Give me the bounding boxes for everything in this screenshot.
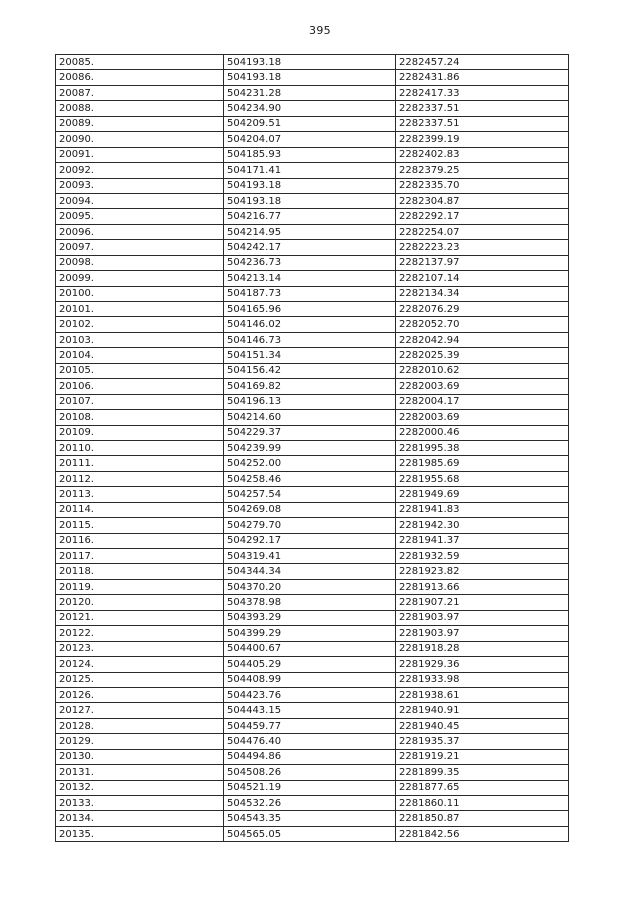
y-coordinate-cell: 2281949.69 [396,487,569,502]
table-row [56,394,569,409]
point-id-cell: 20123. [56,641,224,656]
point-id-cell: 20119. [56,579,224,594]
table-row [56,533,569,548]
point-id-cell: 20089. [56,116,224,131]
table-row [56,224,569,239]
table-row [56,549,569,564]
point-id-cell: 20112. [56,471,224,486]
x-coordinate-cell: 504393.29 [224,610,396,625]
table-row [56,626,569,641]
table-row [56,85,569,100]
point-id-cell: 20114. [56,502,224,517]
x-coordinate-cell: 504459.77 [224,718,396,733]
y-coordinate-cell: 2282003.69 [396,379,569,394]
x-coordinate-cell: 504216.77 [224,209,396,224]
y-coordinate-cell: 2282003.69 [396,410,569,425]
x-coordinate-cell: 504279.70 [224,518,396,533]
x-coordinate-cell: 504344.34 [224,564,396,579]
table-row [56,271,569,286]
x-coordinate-cell: 504242.17 [224,240,396,255]
point-id-cell: 20085. [56,55,224,70]
table-row [56,348,569,363]
point-id-cell: 20117. [56,549,224,564]
y-coordinate-cell: 2282010.62 [396,363,569,378]
y-coordinate-cell: 2281940.45 [396,718,569,733]
y-coordinate-cell: 2281938.61 [396,687,569,702]
y-coordinate-cell: 2281932.59 [396,549,569,564]
y-coordinate-cell: 2281995.38 [396,440,569,455]
point-id-cell: 20128. [56,718,224,733]
x-coordinate-cell: 504193.18 [224,178,396,193]
point-id-cell: 20094. [56,193,224,208]
point-id-cell: 20100. [56,286,224,301]
y-coordinate-cell: 2282042.94 [396,332,569,347]
point-id-cell: 20134. [56,811,224,826]
table-row [56,302,569,317]
table-row [56,163,569,178]
table-row [56,657,569,672]
table-row [56,425,569,440]
x-coordinate-cell: 504239.99 [224,440,396,455]
x-coordinate-cell: 504169.82 [224,379,396,394]
point-id-cell: 20110. [56,440,224,455]
y-coordinate-cell: 2281955.68 [396,471,569,486]
y-coordinate-cell: 2282402.83 [396,147,569,162]
x-coordinate-cell: 504196.13 [224,394,396,409]
table-row [56,317,569,332]
table-row [56,70,569,85]
point-id-cell: 20127. [56,703,224,718]
point-id-cell: 20133. [56,796,224,811]
point-id-cell: 20122. [56,626,224,641]
point-id-cell: 20120. [56,595,224,610]
point-id-cell: 20132. [56,780,224,795]
x-coordinate-cell: 504204.07 [224,132,396,147]
point-id-cell: 20107. [56,394,224,409]
x-coordinate-cell: 504231.28 [224,85,396,100]
point-id-cell: 20093. [56,178,224,193]
table-row [56,116,569,131]
x-coordinate-cell: 504193.18 [224,55,396,70]
x-coordinate-cell: 504508.26 [224,765,396,780]
point-id-cell: 20092. [56,163,224,178]
x-coordinate-cell: 504165.96 [224,302,396,317]
point-id-cell: 20108. [56,410,224,425]
table-row [56,826,569,841]
point-id-cell: 20103. [56,332,224,347]
table-row [56,595,569,610]
point-id-cell: 20130. [56,749,224,764]
table-row [56,379,569,394]
x-coordinate-cell: 504443.15 [224,703,396,718]
x-coordinate-cell: 504193.18 [224,193,396,208]
y-coordinate-cell: 2281941.37 [396,533,569,548]
point-id-cell: 20116. [56,533,224,548]
y-coordinate-cell: 2281903.97 [396,610,569,625]
table-row [56,487,569,502]
y-coordinate-cell: 2282457.24 [396,55,569,70]
y-coordinate-cell: 2282337.51 [396,116,569,131]
point-id-cell: 20135. [56,826,224,841]
x-coordinate-cell: 504399.29 [224,626,396,641]
point-id-cell: 20101. [56,302,224,317]
x-coordinate-cell: 504423.76 [224,687,396,702]
point-id-cell: 20111. [56,456,224,471]
table-row [56,502,569,517]
table-row [56,178,569,193]
coordinates-table [55,54,569,842]
x-coordinate-cell: 504400.67 [224,641,396,656]
table-row [56,718,569,733]
y-coordinate-cell: 2282337.51 [396,101,569,116]
x-coordinate-cell: 504187.73 [224,286,396,301]
point-id-cell: 20095. [56,209,224,224]
point-id-cell: 20131. [56,765,224,780]
table-row [56,765,569,780]
x-coordinate-cell: 504252.00 [224,456,396,471]
table-row [56,672,569,687]
table-row [56,579,569,594]
x-coordinate-cell: 504185.93 [224,147,396,162]
y-coordinate-cell: 2281918.28 [396,641,569,656]
y-coordinate-cell: 2281913.66 [396,579,569,594]
y-coordinate-cell: 2281907.21 [396,595,569,610]
table-row [56,456,569,471]
y-coordinate-cell: 2282107.14 [396,271,569,286]
y-coordinate-cell: 2282335.70 [396,178,569,193]
y-coordinate-cell: 2281899.35 [396,765,569,780]
x-coordinate-cell: 504209.51 [224,116,396,131]
page-number: 395 [309,24,331,37]
point-id-cell: 20098. [56,255,224,270]
point-id-cell: 20106. [56,379,224,394]
x-coordinate-cell: 504543.35 [224,811,396,826]
y-coordinate-cell: 2281935.37 [396,734,569,749]
y-coordinate-cell: 2281941.83 [396,502,569,517]
y-coordinate-cell: 2282076.29 [396,302,569,317]
x-coordinate-cell: 504476.40 [224,734,396,749]
point-id-cell: 20118. [56,564,224,579]
x-coordinate-cell: 504146.73 [224,332,396,347]
x-coordinate-cell: 504236.73 [224,255,396,270]
table-row [56,749,569,764]
table-row [56,780,569,795]
y-coordinate-cell: 2281942.30 [396,518,569,533]
x-coordinate-cell: 504405.29 [224,657,396,672]
y-coordinate-cell: 2282417.33 [396,85,569,100]
y-coordinate-cell: 2281940.91 [396,703,569,718]
table-row [56,703,569,718]
table-row [56,610,569,625]
table-row [56,240,569,255]
x-coordinate-cell: 504319.41 [224,549,396,564]
x-coordinate-cell: 504229.37 [224,425,396,440]
x-coordinate-cell: 504565.05 [224,826,396,841]
y-coordinate-cell: 2282004.17 [396,394,569,409]
point-id-cell: 20099. [56,271,224,286]
y-coordinate-cell: 2281933.98 [396,672,569,687]
x-coordinate-cell: 504521.19 [224,780,396,795]
x-coordinate-cell: 504292.17 [224,533,396,548]
x-coordinate-cell: 504257.54 [224,487,396,502]
table-row [56,55,569,70]
y-coordinate-cell: 2282223.23 [396,240,569,255]
point-id-cell: 20109. [56,425,224,440]
x-coordinate-cell: 504234.90 [224,101,396,116]
y-coordinate-cell: 2282254.07 [396,224,569,239]
table-row [56,518,569,533]
y-coordinate-cell: 2281923.82 [396,564,569,579]
x-coordinate-cell: 504151.34 [224,348,396,363]
point-id-cell: 20086. [56,70,224,85]
table-row [56,147,569,162]
x-coordinate-cell: 504494.86 [224,749,396,764]
point-id-cell: 20126. [56,687,224,702]
table-row [56,209,569,224]
table-row [56,363,569,378]
table-row [56,641,569,656]
y-coordinate-cell: 2281850.87 [396,811,569,826]
table-row [56,193,569,208]
point-id-cell: 20096. [56,224,224,239]
y-coordinate-cell: 2281919.21 [396,749,569,764]
table-row [56,471,569,486]
y-coordinate-cell: 2281842.56 [396,826,569,841]
x-coordinate-cell: 504213.14 [224,271,396,286]
point-id-cell: 20105. [56,363,224,378]
point-id-cell: 20115. [56,518,224,533]
table-row [56,410,569,425]
y-coordinate-cell: 2281929.36 [396,657,569,672]
table-row [56,734,569,749]
point-id-cell: 20124. [56,657,224,672]
x-coordinate-cell: 504156.42 [224,363,396,378]
y-coordinate-cell: 2281903.97 [396,626,569,641]
point-id-cell: 20125. [56,672,224,687]
y-coordinate-cell: 2281877.65 [396,780,569,795]
point-id-cell: 20088. [56,101,224,116]
table-row [56,132,569,147]
table-row [56,255,569,270]
point-id-cell: 20121. [56,610,224,625]
x-coordinate-cell: 504146.02 [224,317,396,332]
point-id-cell: 20102. [56,317,224,332]
x-coordinate-cell: 504258.46 [224,471,396,486]
point-id-cell: 20090. [56,132,224,147]
x-coordinate-cell: 504269.08 [224,502,396,517]
y-coordinate-cell: 2282134.34 [396,286,569,301]
table-row [56,101,569,116]
table-row [56,440,569,455]
point-id-cell: 20113. [56,487,224,502]
y-coordinate-cell: 2282304.87 [396,193,569,208]
table-row [56,687,569,702]
y-coordinate-cell: 2282052.70 [396,317,569,332]
y-coordinate-cell: 2282431.86 [396,70,569,85]
y-coordinate-cell: 2281860.11 [396,796,569,811]
x-coordinate-cell: 504378.98 [224,595,396,610]
point-id-cell: 20129. [56,734,224,749]
point-id-cell: 20104. [56,348,224,363]
point-id-cell: 20097. [56,240,224,255]
point-id-cell: 20091. [56,147,224,162]
x-coordinate-cell: 504532.26 [224,796,396,811]
y-coordinate-cell: 2282137.97 [396,255,569,270]
y-coordinate-cell: 2282025.39 [396,348,569,363]
table-row [56,564,569,579]
table-row [56,796,569,811]
table-row [56,332,569,347]
y-coordinate-cell: 2282399.19 [396,132,569,147]
x-coordinate-cell: 504370.20 [224,579,396,594]
y-coordinate-cell: 2282000.46 [396,425,569,440]
table-row [56,811,569,826]
x-coordinate-cell: 504171.41 [224,163,396,178]
y-coordinate-cell: 2281985.69 [396,456,569,471]
x-coordinate-cell: 504408.99 [224,672,396,687]
x-coordinate-cell: 504214.95 [224,224,396,239]
table-row [56,286,569,301]
x-coordinate-cell: 504214.60 [224,410,396,425]
y-coordinate-cell: 2282379.25 [396,163,569,178]
point-id-cell: 20087. [56,85,224,100]
x-coordinate-cell: 504193.18 [224,70,396,85]
coordinates-table-body [56,55,569,842]
y-coordinate-cell: 2282292.17 [396,209,569,224]
